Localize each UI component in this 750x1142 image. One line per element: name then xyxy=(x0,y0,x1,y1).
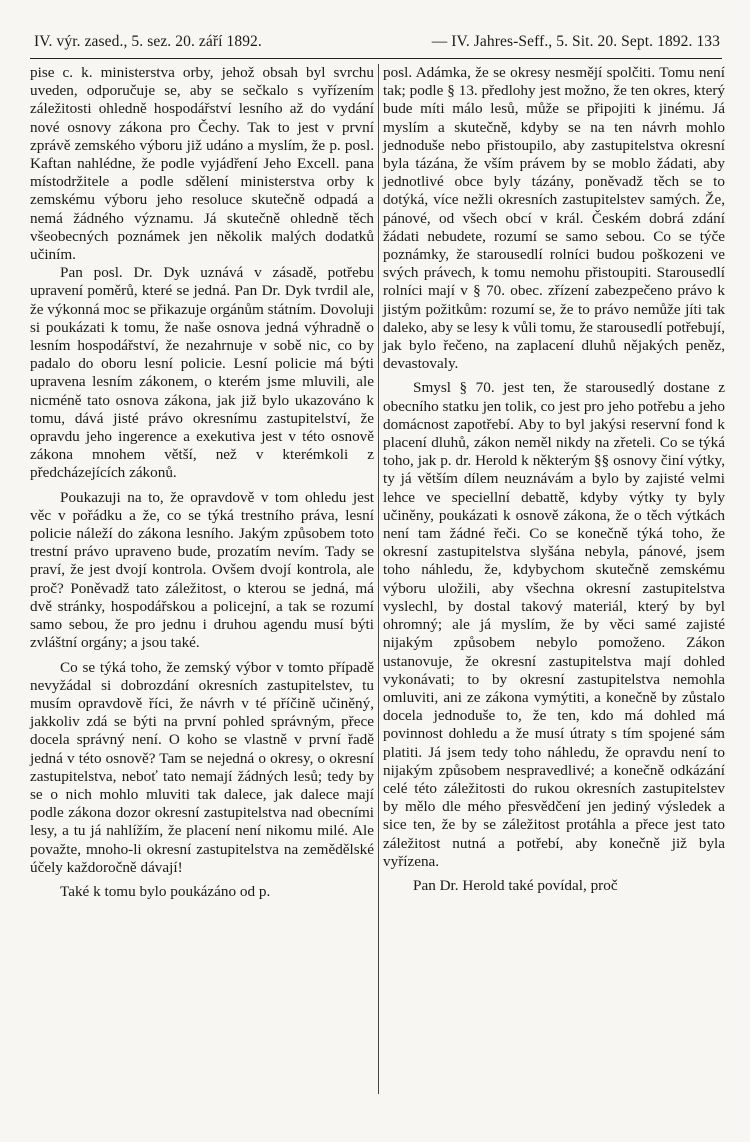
header-left: IV. výr. zased., 5. sez. 20. září 1892. xyxy=(34,33,262,50)
paragraph: Pan posl. Dr. Dyk uznává v zásadě, potřebu upravení poměrů, které se jedná. Pan Dr. Dyk tvrdil ale, že výkonná moc se přikazuje orgánům státním. Dovoluji si poukázati k tomu, že naše osnova jedná výhradně o lesním hospodářství, že nezahrnuje v sobě nic, co by padalo do oboru lesní policie. Lesní policie má býti upravena lesním zákonem, o kterém jsme mluvili, ale nicméně tato osnova zákona, jak již bylo ukazováno k tomu, dává jisté právo okresnímu zastupitelství, že opravdu jeho ingerence a exekutiva jest v této osnově zákona mnohem větší, než v kterémkoli z předcházejících zákonů. xyxy=(30,264,374,482)
column-divider xyxy=(378,64,379,1094)
paragraph: Smysl § 70. jest ten, že starousedlý dostane z obecního statku jen tolik, co jest pro jeho potřebu a jeho domácnost zapotřebí. Aby to byl jakýsi reservní fond k placení dluhů, zákon neměl nikdy na zřeteli. Co se týká toho, jak p. dr. Herold k některým §§ osnovy činí výtky, ty já větším dílem neuznávám a bylo by zajisté velmi lehce ve speciellní debattě, kdyby výtky ty byly učiněny, poukázati k osnově zákona, že o těch výtkách není tam žádné řeči. Co se konečně týká toho, že okresní zastupitelstva slyšána nebyla, pánové, jsem toho náhledu, že, kdybychom skutečně zemskému výboru uložili, aby všechna okresní zastupitelstva vyslechl, by dostal takový materiál, který by byl ohromný; ale já myslím, že by věci samé zajisté nijakým způsobem nebylo pomoženo. Zákon ustanovuje, že okresní zastupitelstva mají dohled vykonávati; to by okresní zastupitelstva nemohla omluviti, ani ze zákona vymýtiti, a konečně by zůstalo docela jednoduše to, že ten, kdo má dohled má povinnost dohledu a že musí útraty s tím spojené sám platiti. Já jsem tedy toho náhledu, že opravdu není to nijakým způsobem nespravedlivé; a konečně odkázání celé této záležitosti do rukou okresních zastupitelstev by mělo dle mého přesvědčení jen jediný výsledek a sice ten, že by se záležitost protáhla a přece jest tato záležitost nutná a potřebí, aby konečně již byla vyřízena. xyxy=(383,379,725,870)
right-column xyxy=(383,64,725,895)
paragraph: Pan Dr. Herold také povídal, proč xyxy=(413,876,618,894)
paragraph: posl. Adámka, že se okresy nesmějí spolčiti. Tomu není tak; podle § 13. předlohy jest možno, že ten okres, který bude míti málo lesů, může se připojiti k jinému. Já myslím a skutečně, kdyby se na ten návrh mohlo jednoduše nebo přistoupilo, aby zastupitelstva okresní byla tázána, že vším právem by se moblo žádati, aby jednotlivé obce byly tázány, poněvadž těch se to dotýká, více nežli okresních zastupitelstev samých. Že, pánové, od všech obcí v král. Českém dobrá zdání žádati nebudete, rozumí se samo sebou. Co se týče poznámky, že starousedlí rolníci budou poškozeni ve svých právech, k tomu nemohu přistoupiti. Starousedlí rolníci mají v § 70. obec. zřízení zabezpečeno právo k jistým požitkům: rozumí se, že to právo nemůže jíti tak daleko, aby se lesy k vůli tomu, že starousedlí potřebují, jak bylo řečeno, na zaplacení dluhů nějakých peněz, devastovaly. xyxy=(383,64,725,373)
left-column xyxy=(30,64,374,901)
header-rule xyxy=(30,58,722,59)
paragraph: pise c. k. ministerstva orby, jehož obsah byl svrchu uveden, odporučuje se, aby se sečkalo s vyřízením záležitosti ohledně hospodářství lesního až do vydání nové osnovy zákona pro Čechy. Tak to jest v první zprávě zemského výboru již udáno a myslím, že p. posl. Kaftan nahlédne, že podle vyjádření Jeho Excell. pana místodržitele a podle sdělení ministerstva orby k zemskému výboru jeho resoluce skutečně odpadá a nemá žádného významu. Já skutečně ohledně těch všeobecných poznámek jen několik malých dodatků učiním. xyxy=(30,64,374,264)
header-right: — IV. Jahres-Seff., 5. Sit. 20. Sept. 1892. 133 xyxy=(431,33,720,50)
running-header xyxy=(30,33,720,55)
paragraph: Poukazuji na to, že opravdově v tom ohledu jest věc v pořádku a že, co se týká trestního práva, lesní policie náleží do zákona lesního. Jakým způsobem toto trestní právo upraveno bude, prozatím nevím. Tady se praví, že jest dvojí kontrola. Ovšem dvojí kontrola, ale proč? Poněvadž tato záležitost, o kterou se jedná, má dvě stránky, hospodářskou a policejní, a tak se rozumí samo sebou, že pro jednu i druhou agendu musí býti zvláštní orgány; a jsou také. xyxy=(30,488,374,652)
paragraph: Také k tomu bylo poukázáno od p. xyxy=(60,882,271,900)
paragraph: Co se týká toho, že zemský výbor v tomto případě nevyžádal si dobrozdání okresních zastupitelstev, tu musím opravdově říci, že návrh v té příčině učiněný, jakkoliv zdá se býti na první pohled správným, přece docela správný není. O koho se vlastně v první řadě jedná v této osnově? Tam se nejedná o okresy, o okresní zastupitelstva, neboť tato nemají žádných lesů; tedy by se o nich mohlo mluviti tak dalece, jak dalece mají podle zákona dozor okresní zastupitelstva nad obecními lesy, a tu já nahlížím, že placení není nikomu milé. Ale považte, mnoho-li okresní zastupitelstva na zemědělské účely každoročně dávají! xyxy=(30,658,374,876)
